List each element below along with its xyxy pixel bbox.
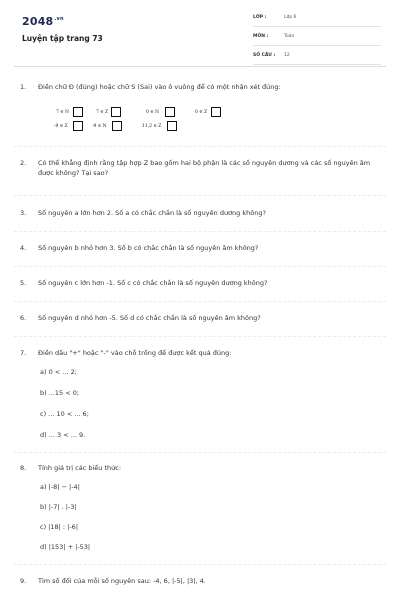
- question-number: 7.: [20, 349, 27, 357]
- question-number: 1.: [20, 83, 27, 91]
- answer-checkbox[interactable]: [73, 107, 83, 117]
- answer-checkbox[interactable]: [73, 121, 83, 131]
- question-separator: [14, 336, 386, 337]
- question-text: Số nguyên a lớn hơn 2. Số a có chắc chắn là số nguyên dương không?: [38, 209, 266, 217]
- question-text: Tính giá trị các biểu thức:: [38, 464, 122, 472]
- q8-item: a) |-8| − |-4|: [40, 483, 80, 491]
- q7-item: a) 0 < ... 2;: [40, 368, 77, 376]
- question-number: 4.: [20, 244, 27, 252]
- option-label: -9 ∈ Z: [54, 124, 68, 129]
- meta-row-class: [253, 13, 381, 27]
- answer-checkbox[interactable]: [165, 107, 175, 117]
- q7-item: c) ... 10 < ... 6;: [40, 410, 89, 418]
- question-separator: [14, 301, 386, 302]
- meta-key: MÔN :: [253, 34, 269, 39]
- logo-suffix: .vn: [54, 16, 64, 23]
- site-logo[interactable]: [22, 15, 64, 28]
- question-number: 6.: [20, 314, 27, 322]
- question-text: Số nguyên c lớn hơn -1. Số c có chắc chắn là số nguyên dương không?: [38, 279, 268, 287]
- q8-item: c) |18| : |-6|: [40, 523, 79, 531]
- option-label: 7 ∈ N: [56, 110, 69, 115]
- question-text: Điền dấu "+" hoặc "-" vào chỗ trống để được kết quả đúng:: [38, 349, 232, 357]
- answer-checkbox[interactable]: [167, 121, 177, 131]
- question-text: Số nguyên d nhỏ hơn -5. Số d có chắc chắn là số nguyên âm không?: [38, 314, 261, 322]
- q7-item: d) ... 3 < ... 9.: [40, 431, 86, 439]
- worksheet-header: [0, 0, 400, 60]
- logo-text: 2048: [22, 15, 54, 28]
- question-number: 3.: [20, 209, 27, 217]
- meta-value: Toán: [284, 34, 295, 39]
- option-label: -9 ∈ N: [92, 124, 107, 129]
- meta-value: 12: [284, 53, 290, 58]
- question-separator: [14, 452, 386, 453]
- question-separator: [14, 146, 386, 147]
- option-label: 0 ∈ Z: [195, 110, 208, 115]
- question-number: 2.: [20, 159, 27, 167]
- answer-checkbox[interactable]: [112, 121, 122, 131]
- meta-info: [253, 13, 381, 70]
- question-text: Tìm số đối của mỗi số nguyên sau: -4, 6, |-5|, |3|, 4.: [38, 577, 206, 585]
- question-number: 8.: [20, 464, 27, 472]
- page-title: Luyện tập trang 73: [22, 34, 103, 43]
- meta-row-count: [253, 51, 381, 65]
- question-text: Số nguyên b nhỏ hơn 3. Số b có chắc chắn là số nguyên âm không?: [38, 244, 259, 252]
- meta-key: SỐ CÂU :: [253, 53, 276, 58]
- option-label: 0 ∈ N: [146, 110, 159, 115]
- question-separator: [14, 231, 386, 232]
- question-number: 9.: [20, 577, 27, 585]
- option-label: 11,2 ∈ Z: [142, 124, 162, 129]
- q7-item: b) ...15 < 0;: [40, 389, 80, 397]
- answer-checkbox[interactable]: [211, 107, 221, 117]
- meta-value: Lớp 6: [284, 15, 297, 20]
- option-label: 7 ∈ Z: [96, 110, 109, 115]
- question-separator: [14, 195, 386, 196]
- answer-checkbox[interactable]: [111, 107, 121, 117]
- question-text: Có thể khẳng định rằng tập hợp Z bao gồm hai bộ phận là các số nguyên dương và các số nguyên âm được không? Tại sao?: [38, 159, 371, 177]
- meta-key: LỚP :: [253, 15, 267, 20]
- question-number: 5.: [20, 279, 27, 287]
- header-divider: [14, 66, 386, 67]
- question-text: Điền chữ Đ (đúng) hoặc chữ S (Sai) vào ô vuông để có một nhận xét đúng:: [38, 83, 281, 91]
- q8-item: d) |153| + |-53|: [40, 543, 91, 551]
- q8-item: b) |-7| . |-3|: [40, 503, 77, 511]
- question-separator: [14, 266, 386, 267]
- question-separator: [14, 564, 386, 565]
- meta-row-subject: [253, 32, 381, 46]
